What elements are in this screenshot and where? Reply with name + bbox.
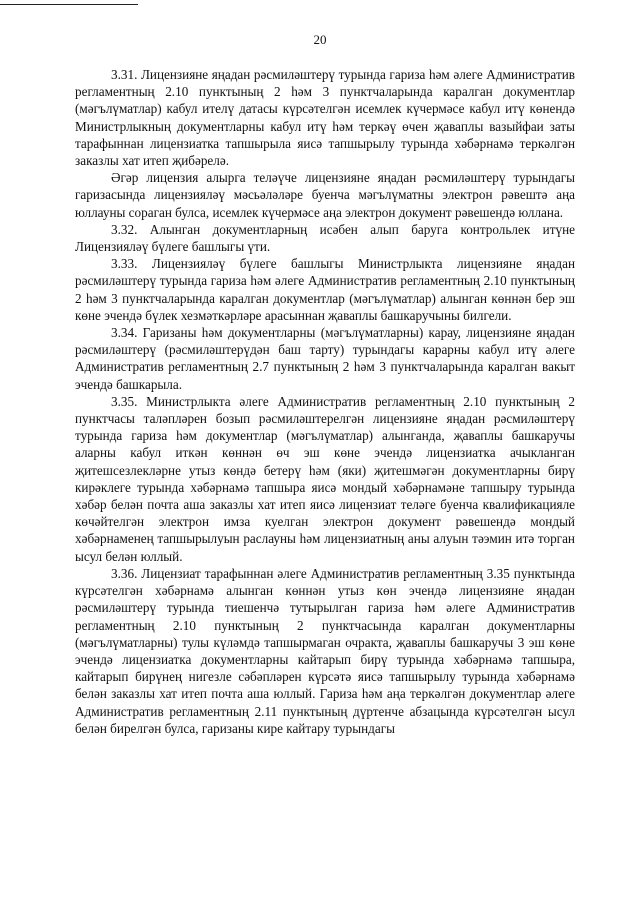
paragraph-3-33: 3.33. Лицензияләү бүлеге башлыгы Министрлыкта лицензияне яңадан рәсмиләштерү турында гариза һәм әлеге Административ регламентның 2.10 пунктының 2 һәм 3 пунктчаларында каралган документлар (мәгълүматлар) алынган көннән бер эш көне эчендә бүлек хезмәткәрләре арасыннан җаваплы башкаручыны билгели.	[75, 256, 575, 323]
paragraph-3-34: 3.34. Гаризаны һәм документларны (мәгълүматларны) карау, лицензияне яңадан рәсмиләштерү (рәсмиләштерүдән баш тарту) турындагы карарны кабул итү әлеге Административ регламентның 2.7 пунктының 2 һәм 3 пунктчаларында каралган вакыт эчендә башкарыла.	[75, 325, 575, 392]
page-number: 20	[313, 32, 327, 47]
paragraph-electronic-copy: Әгәр лицензия алырга теләүче лицензияне яңадан рәсмиләштерү турындагы гаризасында лицензияләү мәсьәләләре буенча мәгълүматны электрон рәвештә аңа юллауны сораган булса, исемлек күчермәсе аңа электрон документ рәвешендә юллана.	[75, 170, 575, 220]
top-rule	[0, 4, 138, 5]
paragraph-3-35: 3.35. Министрлыкта әлеге Административ регламентның 2.10 пунктының 2 пунктчасы таләпләрен бозып рәсмиләштерелгән лицензияне яңадан рәсмиләштерү турында гариза һәм документлар (мәгълүматлар) алынганда, җаваплы башкаручы аларны кабул иткән көннән өч эш көне эчендә лицензиатка ачыкланган җитешсезлекләрне утыз көндә бетерү һәм (яки) җитешмәгән документларны бирү кирәклеге турында хәбәрнамә тапшыра яисә мондый хәбәрнамәне тапшыру турында хәбәр белән почта аша заказлы хат итеп яисә лицензиат теләге буенча квалификацияле көчәйтелгән электрон имза куелган электрон документ рәвешендә мондый хәбәрнаменең тапшырылуын раслауны һәм лицензиатның аны алуын тәэмин итә торган ысул белән юллый.	[75, 393, 575, 564]
paragraph-3-32: 3.32. Алынган документларның исәбен алып баруга контрольлек итүне Лицензияләү бүлеге башлыгы үти.	[75, 221, 575, 255]
paragraph-3-31: 3.31. Лицензияне яңадан рәсмиләштерү турында гариза һәм әлеге Административ регламентның 2.10 пунктының 2 һәм 3 пунктчаларында каралган документлар (мәгълүматлар) кабул ителү датасы күрсәтелгән исемлек күчермәсе кабул итү көнендә Министрлыкның документларны кабул итү һәм теркәү өчен җаваплы вазыйфаи заты тарафыннан лицензиатка тапшырыла яисә тапшырылу турында хәбәрнамә теркәлгән заказлы хат итеп җибәрелә.	[75, 67, 575, 169]
document-body	[75, 66, 575, 737]
paragraph-3-36: 3.36. Лицензиат тарафыннан әлеге Административ регламентның 3.35 пунктында күрсәтелгән хәбәрнамә алынган көннән утыз көн эчендә лицензияне яңадан рәсмиләштерү турында тиешенчә тутырылган гариза һәм әлеге Административ регламентның 2.10 пунктының 2 пунктчасында каралган документларны (мәгълүматларны) тулы күләмдә тапшырмаган очракта, җаваплы башкаручы 3 эш көне эчендә лицензиатка документларны кайтарып бирү турында хәбәрнамә тапшыра, кайтарып бирүнең нигезле сәбәпләрен күрсәтә яисә тапшырылу турында хәбәрнамә белән заказлы хат итеп почта аша юллый. Гариза һәм аңа теркәлгән документлар әлеге Административ регламентның 2.11 пунктының дүртенче абзацында күрсәтелгән ысул белән бирелгән булса, гаризаны кире кайтару турындагы	[75, 565, 575, 736]
